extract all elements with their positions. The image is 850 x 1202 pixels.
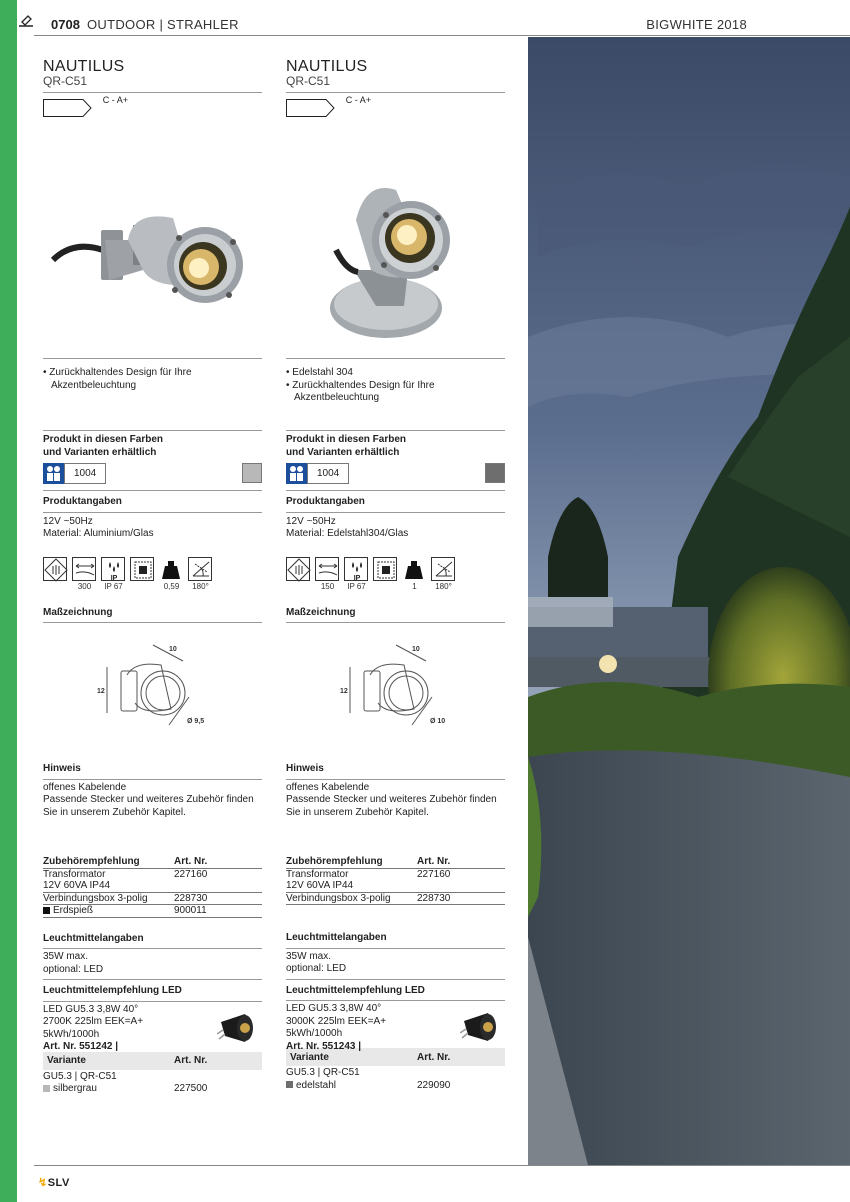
accessory-row: [43, 905, 262, 918]
note-line: Sie in unserem Zubehör Kapitel.: [286, 806, 429, 818]
divider: [286, 490, 505, 491]
variant-heading: Variante: [290, 1051, 329, 1063]
header-divider: [34, 35, 850, 36]
variant-artnr-heading: Art. Nr.: [417, 1051, 451, 1063]
lamp-line: optional: LED: [43, 963, 104, 975]
slv-logo: [38, 1176, 70, 1189]
dimension-drawing: [43, 623, 262, 763]
accessory-name-text: Verbindungsbox 3-polig: [286, 892, 391, 904]
feature-list: [286, 359, 505, 430]
drawing-dim-width: 10: [412, 646, 420, 653]
spotlight-icon: [17, 12, 35, 30]
product-subtitle: QR-C51: [286, 74, 331, 88]
accessory-artnr: 228730: [174, 892, 262, 905]
accessory-row: [43, 868, 262, 892]
ip-rating-icon: [101, 557, 126, 591]
variant-color-name: edelstahl: [296, 1079, 337, 1091]
protection-class-icon-box: [43, 557, 67, 581]
accessory-name: [43, 905, 174, 918]
divider: [43, 979, 262, 980]
svg-text:IP: IP: [353, 574, 361, 582]
note-heading: Hinweis: [286, 763, 324, 774]
led-bulb-image: [217, 1008, 257, 1048]
note-line: Sie in unserem Zubehör Kapitel.: [43, 806, 186, 818]
led-line: 3000K 225lm EEK=A+: [286, 1015, 387, 1027]
lamp-line: 35W max.: [43, 951, 89, 962]
note-heading: Hinweis: [43, 763, 81, 774]
divider: [43, 92, 262, 93]
lamp-line: 35W max.: [286, 950, 332, 962]
accessory-name: [43, 892, 174, 905]
led-line: 2700K 225lm EEK=A+: [43, 1016, 144, 1027]
divider: [286, 948, 505, 949]
dimension-drawing: [286, 623, 505, 763]
ip-rating-icon-box: [101, 557, 125, 581]
led-recommendation: [286, 1003, 505, 1061]
product-image: [286, 120, 505, 358]
artnr-heading: Art. Nr.: [417, 855, 505, 868]
protection-class-icon-box: [286, 557, 310, 581]
variants-heading-line-1: Produkt in diesen Farben: [286, 434, 407, 445]
artnr-heading: Art. Nr.: [174, 855, 262, 868]
cable-length-icon-box: [315, 557, 339, 581]
footer-divider: [34, 1165, 850, 1166]
variant-code: 1004: [307, 463, 349, 484]
svg-text:IP: IP: [110, 574, 118, 582]
divider: [286, 512, 505, 513]
lamp-line: optional: LED: [286, 963, 347, 974]
energy-class-text: C - A+: [102, 95, 129, 105]
section-color-bar: [0, 0, 17, 1202]
ip-rating-icon-label: IP 67: [347, 581, 366, 591]
variant-row: [43, 1083, 262, 1095]
product-title: NAUTILUS: [286, 58, 368, 75]
garden-photo: [528, 37, 850, 1165]
spec-icons: [43, 557, 262, 591]
variants-heading-line-1: Produkt in diesen Farben: [43, 434, 164, 445]
divider: [286, 430, 505, 431]
accessory-artnr: 227160: [174, 868, 262, 892]
accessory-artnr: 227160: [417, 868, 505, 892]
drawing-heading: Maßzeichnung: [286, 606, 356, 618]
divider: [43, 1001, 262, 1002]
led-line: 5kWh/1000h: [43, 1028, 100, 1040]
accessory-name-text: Erdspieß: [53, 905, 94, 916]
feature-list: [43, 359, 262, 430]
product-column-2: [286, 58, 505, 1092]
protection-class-icon-label: [43, 582, 68, 591]
led-heading: Leuchtmittelempfehlung LED: [43, 985, 182, 996]
installation-icon: [373, 557, 398, 591]
cable-length-icon-label: 300: [77, 581, 92, 591]
variant-artnr-heading: Art. Nr.: [174, 1055, 208, 1066]
led-recommendation: [43, 1004, 262, 1062]
variant-artnr: 229090: [417, 1079, 451, 1091]
installation-icon-label: [130, 582, 155, 591]
page-number: 0708: [51, 17, 80, 32]
variant-artnr: 227500: [174, 1083, 208, 1094]
led-line: LED GU5.3 3,8W 40°: [286, 1003, 382, 1014]
drawing-dim-height: 12: [340, 688, 348, 695]
led-bulb-image: [460, 1007, 500, 1047]
cable-length-icon: [72, 557, 97, 591]
led-line: LED GU5.3 3,8W 40°: [43, 1003, 139, 1015]
accessory-name-text: Transformator: [43, 868, 106, 880]
variant-heading: Variante: [47, 1055, 86, 1066]
variant-color: [43, 1083, 97, 1095]
color-swatch: [485, 463, 505, 483]
product-title: NAUTILUS: [43, 58, 125, 75]
note-line: Passende Stecker und weiteres Zubehör finden: [286, 794, 497, 805]
drawing-dim-height: 12: [97, 688, 105, 695]
divider: [43, 779, 262, 780]
product-subtitle: QR-C51: [43, 74, 88, 88]
divider: [286, 979, 505, 980]
accessory-name: [43, 868, 174, 892]
weight-label: 1: [412, 581, 417, 591]
variant-color: [286, 1080, 336, 1092]
variants-heading: [286, 434, 505, 459]
swivel-angle-icon-box: [431, 557, 455, 581]
accessory-artnr: 900011: [174, 905, 262, 918]
product-column-1: [43, 58, 262, 1095]
divider: [43, 430, 262, 431]
variants-heading-line-2: und Varianten erhältlich: [43, 446, 157, 458]
note-line: offenes Kabelende: [43, 781, 127, 793]
accessory-row: [43, 892, 262, 905]
weight-icon-box: [402, 557, 426, 581]
weight-icon: [402, 557, 427, 591]
divider: [286, 1000, 505, 1001]
drawing-dim-diameter: Ø 10: [430, 718, 446, 725]
accessories-heading: Zubehörempfehlung: [286, 855, 417, 868]
weight-icon-box: [159, 557, 183, 581]
installation-icon-box: [373, 557, 397, 581]
weight-icon: [159, 557, 184, 591]
swivel-angle-icon-label: 180°: [192, 581, 209, 591]
variants-heading: [43, 434, 262, 459]
accessories-heading: Zubehörempfehlung: [43, 855, 174, 868]
energy-class-text: C - A+: [345, 95, 372, 105]
family-icon: [286, 463, 307, 484]
specs-heading: Produktangaben: [286, 496, 365, 507]
feature-bullet: • Zurückhaltendes Design für Ihre Akzentbeleuchtung: [286, 379, 435, 403]
energy-class-label: [43, 95, 129, 117]
led-line: 5kWh/1000h: [286, 1028, 343, 1039]
ip-rating-icon: [344, 557, 369, 591]
drawing-dim-width: 10: [169, 646, 177, 653]
slv-logo-mark: ↯: [38, 1177, 48, 1189]
ip-rating-icon-box: [344, 557, 368, 581]
cable-length-icon-box: [72, 557, 96, 581]
protection-class-icon: [43, 557, 68, 591]
page-header: [17, 0, 850, 36]
catalog-title: BIGWHITE 2018: [646, 17, 747, 32]
spec-line: 12V ~50Hz: [43, 515, 93, 527]
swivel-angle-icon-label: 180°: [435, 581, 452, 591]
variant-line: GU5.3 | QR-C51: [286, 1067, 360, 1078]
variant-swatch: [43, 1085, 50, 1092]
accessory-artnr: 228730: [417, 892, 505, 905]
variant-color-name: silbergrau: [53, 1083, 97, 1094]
accessory-name-detail: 12V 60VA IP44: [43, 880, 111, 891]
swivel-angle-icon: [431, 557, 456, 591]
note-line: offenes Kabelende: [286, 781, 370, 793]
accessories-table: [286, 855, 505, 905]
spec-line: Material: Aluminium/Glas: [43, 528, 154, 539]
lamp-heading: Leuchtmittelangaben: [286, 932, 387, 943]
section-title: OUTDOOR | STRAHLER: [87, 17, 239, 32]
accessory-name-text: Transformator: [286, 868, 349, 880]
product-image: [43, 120, 262, 358]
accessory-name: [286, 868, 417, 892]
note-line: Passende Stecker und weiteres Zubehör finden: [43, 794, 254, 805]
feature-bullet: • Edelstahl 304: [286, 367, 353, 378]
cable-length-icon-label: 150: [320, 581, 335, 591]
black-square-icon: [43, 907, 50, 914]
accessory-name-detail: 12V 60VA IP44: [286, 880, 354, 891]
accessories-table: [43, 855, 262, 918]
ip-rating-icon-label: IP 67: [104, 581, 123, 591]
accessory-name-text: Verbindungsbox 3-polig: [43, 892, 148, 904]
installation-icon: [130, 557, 155, 591]
specs-heading: Produktangaben: [43, 496, 122, 507]
variant-row: [43, 462, 262, 484]
divider: [43, 490, 262, 491]
variants-heading-line-2: und Varianten erhältlich: [286, 446, 400, 458]
divider: [286, 779, 505, 780]
divider: [286, 92, 505, 93]
slv-logo-text: SLV: [47, 1177, 70, 1189]
variant-line: GU5.3 | QR-C51: [43, 1070, 117, 1082]
energy-class-label: [286, 95, 372, 117]
lamp-heading: Leuchtmittelangaben: [43, 932, 144, 944]
spec-icons: [286, 557, 505, 591]
protection-class-icon: [286, 557, 311, 591]
installation-icon-label: [373, 582, 398, 591]
variant-swatch: [286, 1081, 293, 1088]
led-heading: Leuchtmittelempfehlung LED: [286, 984, 425, 996]
spec-line: 12V ~50Hz: [286, 515, 336, 527]
installation-icon-box: [130, 557, 154, 581]
accessory-name: [286, 892, 417, 905]
swivel-angle-icon-box: [188, 557, 212, 581]
drawing-heading: Maßzeichnung: [43, 606, 113, 618]
spec-line: Material: Edelstahl304/Glas: [286, 528, 409, 539]
led-artnr: Art. Nr. 551243 |: [286, 1040, 362, 1052]
swivel-angle-icon: [188, 557, 213, 591]
variant-code: 1004: [64, 463, 106, 484]
drawing-dim-diameter: Ø 9,5: [187, 718, 205, 725]
color-swatch: [242, 463, 262, 483]
accessory-row: [286, 868, 505, 892]
variant-row: [286, 1080, 505, 1092]
divider: [43, 948, 262, 949]
variant-row: [286, 462, 505, 484]
feature-bullet: • Zurückhaltendes Design für Ihre Akzentbeleuchtung: [43, 367, 192, 391]
weight-label: 0,59: [163, 581, 180, 591]
divider: [43, 512, 262, 513]
accessory-row: [286, 892, 505, 905]
led-artnr: Art. Nr. 551242 |: [43, 1041, 119, 1052]
family-icon: [43, 463, 64, 484]
protection-class-icon-label: [286, 582, 311, 591]
cable-length-icon: [315, 557, 340, 591]
